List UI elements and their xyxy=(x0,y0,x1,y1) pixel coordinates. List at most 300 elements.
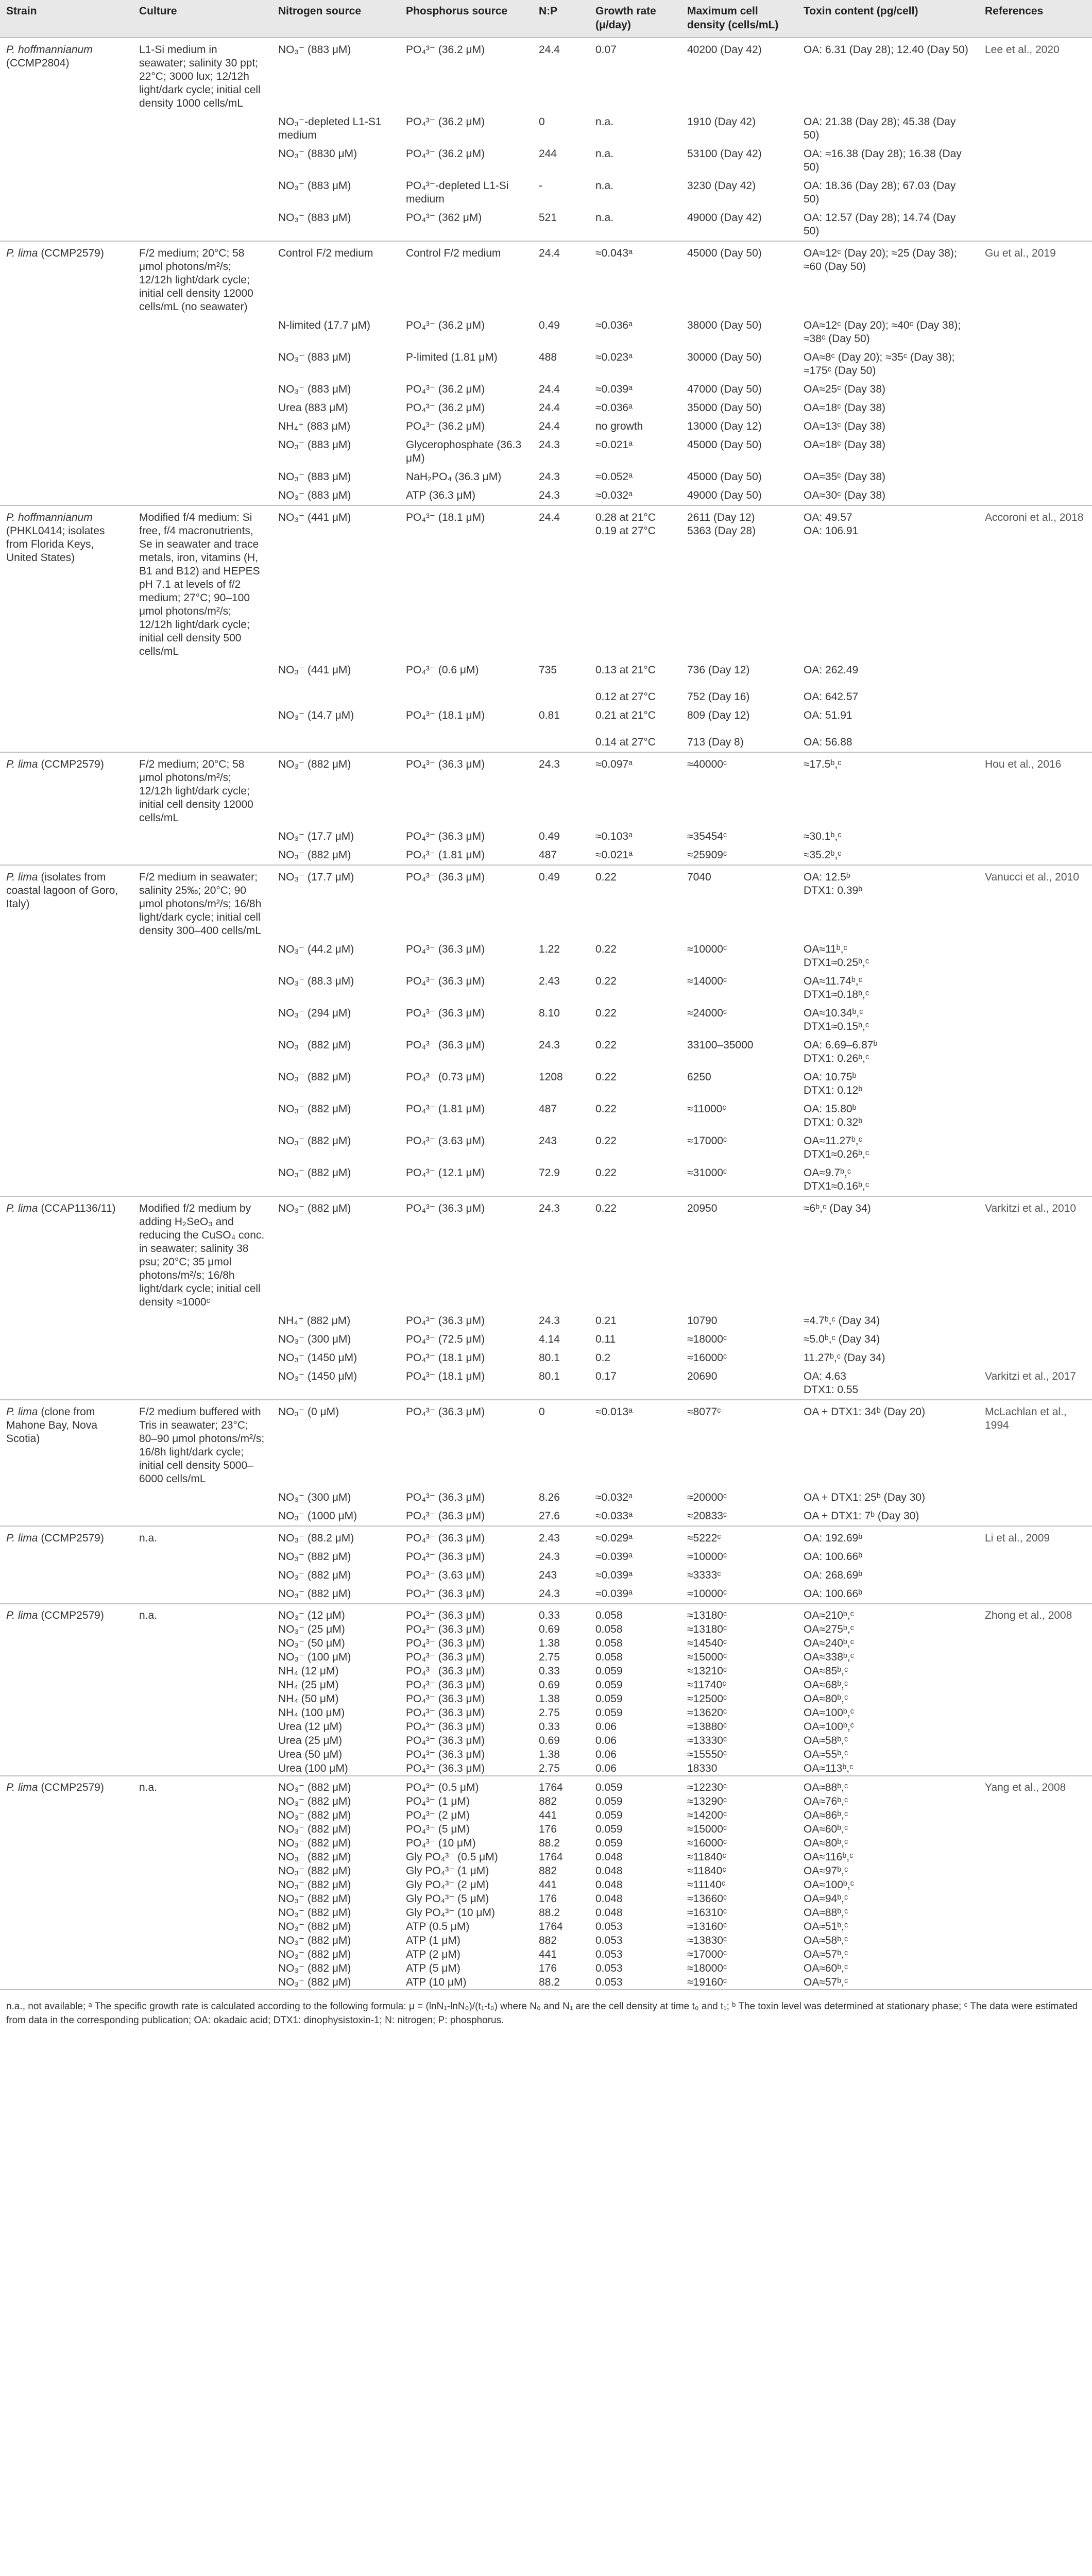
table-row xyxy=(0,1808,1092,1822)
culture-cell xyxy=(133,1349,272,1367)
table-row xyxy=(0,1312,1092,1330)
max-cell-density-cell: 35000 (Day 50) xyxy=(687,402,762,414)
phosphorus-source-cell: PO₄³⁻ (36.3 μM) xyxy=(406,1665,485,1677)
culture-cell xyxy=(133,1004,272,1036)
reference-cell xyxy=(979,940,1092,972)
np-ratio-cell: 441 xyxy=(539,1948,557,1960)
culture-cell xyxy=(133,1934,272,1947)
table-row xyxy=(0,399,1092,417)
nitrogen-source-cell: Urea (25 μM) xyxy=(278,1735,343,1747)
phosphorus-source-cell: PO₄³⁻ (36.3 μM) xyxy=(406,1749,485,1760)
strain-cell xyxy=(0,1934,133,1947)
growth-rate-cell: ≈0.029ᵃ xyxy=(589,1526,681,1548)
phosphorus-source-cell: PO₄³⁻ (36.3 μM) xyxy=(406,1039,485,1051)
toxin-content-cell: OA≈55ᵇ,ᶜ xyxy=(804,1749,848,1760)
growth-rate-cell: 0.059 xyxy=(595,1837,623,1849)
max-cell-density-cell: 30000 (Day 50) xyxy=(687,351,762,363)
toxin-content-cell: OA: 12.57 (Day 28); 14.74 (Day 50) xyxy=(804,212,959,237)
np-ratio-cell: 24.3 xyxy=(539,439,560,451)
strain-cell xyxy=(0,972,133,1004)
phosphorus-source-cell: PO₄³⁻ (36.3 μM) xyxy=(406,1007,485,1019)
growth-rate-cell: 0.059 xyxy=(595,1693,623,1705)
max-cell-density-cell: ≈8077ᶜ xyxy=(681,1400,797,1488)
reference-cell xyxy=(979,1864,1092,1878)
strain-cell xyxy=(0,1892,133,1906)
species-name: P. lima xyxy=(6,1609,38,1621)
nitrogen-source-cell: NO₃⁻ (883 μM) xyxy=(278,212,351,224)
nitrogen-source-cell: NO₃⁻ (882 μM) xyxy=(278,1795,351,1807)
phosphorus-source-cell: ATP (2 μM) xyxy=(406,1948,460,1960)
table-row xyxy=(0,1330,1092,1349)
culture-cell xyxy=(133,316,272,348)
max-cell-density-cell: ≈20000ᶜ xyxy=(687,1492,727,1503)
species-name: P. lima xyxy=(6,1202,38,1214)
culture-cell: Modified f/2 medium by adding H₂SeO₃ and reducing the CuSO₄ conc. in seawater; salinity 38 psu; 20°C; 35 μmol photons/m²/s; 16/8h light/dark cycle; initial cell density ≈1000ᶜ xyxy=(133,1196,272,1312)
toxin-content-cell: OA + DTX1: 34ᵇ (Day 20) xyxy=(797,1400,979,1488)
strain-cell xyxy=(0,1878,133,1892)
culture-cell: n.a. xyxy=(133,1604,272,1622)
np-ratio-cell: 24.4 xyxy=(539,383,560,395)
toxin-content-cell: OA≈210ᵇ,ᶜ xyxy=(797,1604,979,1622)
growth-rate-cell: ≈0.021ᵃ xyxy=(595,439,633,451)
table-body xyxy=(0,38,1092,1989)
phosphorus-source-cell: NaH₂PO₄ (36.3 μM) xyxy=(406,471,502,483)
table-row xyxy=(0,1761,1092,1776)
np-ratio-cell: 1.22 xyxy=(539,943,560,955)
nitrogen-source-cell: NO₃⁻ (882 μM) xyxy=(278,1879,351,1891)
toxin-content-cell: OA≈76ᵇ,ᶜ xyxy=(804,1795,848,1807)
nitrogen-source-cell: NO₃⁻ (14.7 μM) xyxy=(278,709,354,721)
table-row xyxy=(0,1164,1092,1196)
max-cell-density-cell: 40200 (Day 42) xyxy=(681,38,797,113)
growth-rate-cell: ≈0.043ᵃ xyxy=(589,241,681,316)
table-header xyxy=(0,0,1092,38)
nitrogen-source-cell: NO₃⁻ (882 μM) xyxy=(278,1039,351,1051)
culture-cell xyxy=(133,1566,272,1585)
phosphorus-source-cell: PO₄³⁻-depleted L1-Si medium xyxy=(406,180,512,205)
max-cell-density-cell: ≈16000ᶜ xyxy=(687,1352,727,1364)
phosphorus-source-cell: Glycerophosphate (36.3 μM) xyxy=(406,439,524,464)
np-ratio-cell: 1764 xyxy=(539,1851,563,1863)
toxin-content-cell: OA: 262.49 OA: 642.57 xyxy=(804,664,859,703)
toxin-content-cell: OA≈100ᵇ,ᶜ xyxy=(804,1707,855,1719)
strain-cell xyxy=(0,1822,133,1836)
table-row xyxy=(0,1906,1092,1920)
toxin-content-cell: OA≈116ᵇ,ᶜ xyxy=(804,1851,854,1863)
column-header: References xyxy=(979,0,1092,38)
nitrogen-source-cell: NH₄⁺ (882 μM) xyxy=(278,1315,351,1327)
max-cell-density-cell: 7040 xyxy=(681,865,797,940)
max-cell-density-cell: ≈11740ᶜ xyxy=(687,1679,726,1691)
growth-rate-cell: 0.053 xyxy=(595,1935,623,1946)
culture-cell xyxy=(133,380,272,399)
nitrogen-source-cell: NO₃⁻ (883 μM) xyxy=(278,489,351,501)
np-ratio-cell: - xyxy=(539,180,542,192)
max-cell-density-cell: 45000 (Day 50) xyxy=(687,471,762,483)
strain-cell: P. lima (CCMP2579) xyxy=(0,1526,133,1548)
strain-cell xyxy=(0,486,133,505)
culture-cell xyxy=(133,1961,272,1975)
growth-rate-cell: 0.058 xyxy=(595,1651,623,1663)
nitrogen-source-cell: NO₃⁻ (88.3 μM) xyxy=(278,975,354,987)
phosphorus-source-cell: PO₄³⁻ (36.3 μM) xyxy=(400,1526,533,1548)
phosphorus-source-cell: PO₄³⁻ (3.63 μM) xyxy=(406,1569,485,1581)
phosphorus-source-cell: PO₄³⁻ (36.3 μM) xyxy=(400,1196,533,1312)
np-ratio-cell: 24.4 xyxy=(539,420,560,432)
growth-rate-cell: n.a. xyxy=(595,180,614,192)
toxin-content-cell: OA≈11.27ᵇ,ᶜ DTX1≈0.26ᵇ,ᶜ xyxy=(804,1135,869,1160)
growth-rate-cell: 0.22 xyxy=(595,1135,617,1147)
toxin-content-cell: OA≈18ᶜ (Day 38) xyxy=(804,402,886,414)
toxin-content-cell: OA≈12ᶜ (Day 20); ≈25 (Day 38); ≈60 (Day 50) xyxy=(797,241,979,316)
growth-rate-cell: 0.059 xyxy=(595,1795,623,1807)
table-row xyxy=(0,706,1092,752)
phosphorus-source-cell: PO₄³⁻ (36.3 μM) xyxy=(400,865,533,940)
reference-cell xyxy=(979,1664,1092,1678)
strain-cell xyxy=(0,1330,133,1349)
growth-rate-cell: ≈0.036ᵃ xyxy=(595,319,633,331)
table-row xyxy=(0,486,1092,505)
np-ratio-cell: 0.69 xyxy=(539,1623,560,1635)
nitrogen-source-cell: Urea (100 μM) xyxy=(278,1762,348,1774)
nitrogen-source-cell: NO₃⁻ (300 μM) xyxy=(278,1492,351,1503)
np-ratio-cell: 1764 xyxy=(539,1921,563,1933)
toxin-content-cell: OA≈240ᵇ,ᶜ xyxy=(804,1637,855,1649)
reference-cell xyxy=(979,209,1092,241)
table-row xyxy=(0,1678,1092,1692)
max-cell-density-cell: ≈13330ᶜ xyxy=(687,1735,727,1747)
culture-cell xyxy=(133,1164,272,1196)
nitrogen-source-cell: NO₃⁻ (100 μM) xyxy=(278,1651,351,1663)
np-ratio-cell: 0.49 xyxy=(539,319,560,331)
toxin-content-cell: OA≈97ᵇ,ᶜ xyxy=(804,1865,848,1877)
nitrogen-source-cell: NO₃⁻ (882 μM) xyxy=(278,1103,351,1115)
np-ratio-cell: 24.3 xyxy=(539,1315,560,1327)
culture-cell xyxy=(133,1864,272,1878)
strain-cell: P. lima (CCMP2579) xyxy=(0,752,133,827)
reference-cell xyxy=(979,486,1092,505)
nitrogen-source-cell: NO₃⁻ (294 μM) xyxy=(278,1007,351,1019)
culture-cell xyxy=(133,1692,272,1706)
table-row xyxy=(0,1622,1092,1636)
strain-cell xyxy=(0,1692,133,1706)
table-row xyxy=(0,1068,1092,1100)
max-cell-density-cell: 809 (Day 12) 713 (Day 8) xyxy=(687,709,750,748)
table-row xyxy=(0,468,1092,486)
np-ratio-cell: 176 xyxy=(539,1893,557,1905)
strain-cell xyxy=(0,1004,133,1036)
strain-cell xyxy=(0,1720,133,1734)
np-ratio-cell: 2.43 xyxy=(539,975,560,987)
growth-rate-cell: 0.059 xyxy=(589,1776,681,1794)
table-row xyxy=(0,1836,1092,1850)
toxin-content-cell: ≈5.0ᵇ,ᶜ (Day 34) xyxy=(804,1333,880,1345)
table-row xyxy=(0,1636,1092,1650)
table-row xyxy=(0,505,1092,661)
toxin-content-cell: OA: 192.69ᵇ xyxy=(797,1526,979,1548)
reference-cell xyxy=(979,1961,1092,1975)
toxin-content-cell: OA≈35ᶜ (Day 38) xyxy=(804,471,886,483)
reference-cell xyxy=(979,1349,1092,1367)
toxin-content-cell: OA≈60ᵇ,ᶜ xyxy=(804,1823,848,1835)
culture-cell xyxy=(133,1507,272,1526)
strain-cell xyxy=(0,209,133,241)
strain-cell xyxy=(0,417,133,436)
growth-rate-cell: n.a. xyxy=(595,212,614,224)
growth-rate-cell: 0.22 xyxy=(595,1103,617,1115)
nitrogen-source-cell: NO₃⁻ (882 μM) xyxy=(278,1921,351,1933)
reference-cell xyxy=(979,348,1092,380)
np-ratio-cell: 24.3 xyxy=(533,752,589,827)
reference-cell xyxy=(979,1692,1092,1706)
reference-cell xyxy=(979,1892,1092,1906)
strain-cell xyxy=(0,1566,133,1585)
growth-rate-cell: ≈0.013ᵃ xyxy=(589,1400,681,1488)
toxin-content-cell: OA≈58ᵇ,ᶜ xyxy=(804,1735,848,1747)
growth-rate-cell: 0.22 xyxy=(595,1007,617,1019)
np-ratio-cell: 1.38 xyxy=(539,1693,560,1705)
max-cell-density-cell: ≈12500ᶜ xyxy=(687,1693,727,1705)
growth-rate-cell: 0.22 xyxy=(595,1167,617,1179)
reference-cell xyxy=(979,113,1092,145)
table-row xyxy=(0,1961,1092,1975)
reference-cell xyxy=(979,1822,1092,1836)
table-row xyxy=(0,1748,1092,1761)
nitrogen-source-cell: NO₃⁻ (882 μM) xyxy=(278,1569,351,1581)
phosphorus-source-cell: PO₄³⁻ (18.1 μM) xyxy=(406,1352,485,1364)
max-cell-density-cell: 20690 xyxy=(687,1370,718,1382)
culture-cell xyxy=(133,1892,272,1906)
phosphorus-source-cell: PO₄³⁻ (1.81 μM) xyxy=(406,1103,485,1115)
reference-cell xyxy=(979,1650,1092,1664)
culture-cell xyxy=(133,1761,272,1776)
nitrogen-source-cell: NO₃⁻ (882 μM) xyxy=(278,1837,351,1849)
nitrogen-source-cell: NH₄ (100 μM) xyxy=(278,1707,345,1719)
growth-rate-cell: ≈0.032ᵃ xyxy=(595,1492,633,1503)
toxin-content-cell: OA + DTX1: 25ᵇ (Day 30) xyxy=(804,1492,926,1503)
np-ratio-cell: 24.4 xyxy=(533,241,589,316)
toxin-content-cell: OA≈60ᵇ,ᶜ xyxy=(804,1962,848,1974)
growth-rate-cell: 0.28 at 21°C 0.19 at 27°C xyxy=(589,505,681,661)
strain-cell xyxy=(0,1748,133,1761)
table-row xyxy=(0,1794,1092,1808)
table-row xyxy=(0,1975,1092,1989)
growth-rate-cell: 0.059 xyxy=(595,1679,623,1691)
phosphorus-source-cell: PO₄³⁻ (36.3 μM) xyxy=(406,1762,485,1774)
phosphorus-source-cell: PO₄³⁻ (36.2 μM) xyxy=(406,402,485,414)
growth-rate-cell: ≈0.052ᵃ xyxy=(595,471,633,483)
np-ratio-cell: 0.33 xyxy=(539,1665,560,1677)
max-cell-density-cell: 33100–35000 xyxy=(687,1039,754,1051)
max-cell-density-cell: ≈13620ᶜ xyxy=(687,1707,727,1719)
toxin-content-cell: OA≈58ᵇ,ᶜ xyxy=(804,1935,848,1946)
column-header: Phosphorus source xyxy=(400,0,533,38)
nitrogen-source-cell: NO₃⁻ (882 μM) xyxy=(278,1551,351,1563)
growth-rate-cell: 0.058 xyxy=(595,1623,623,1635)
max-cell-density-cell: ≈15550ᶜ xyxy=(687,1749,727,1760)
nitrogen-source-cell: NO₃⁻ (883 μM) xyxy=(278,351,351,363)
table-row xyxy=(0,1604,1092,1622)
culture-cell xyxy=(133,972,272,1004)
strain-cell xyxy=(0,1036,133,1068)
nitrogen-source-cell: NO₃⁻ (882 μM) xyxy=(278,1167,351,1179)
table-row xyxy=(0,1934,1092,1947)
reference-cell xyxy=(979,1132,1092,1164)
table-row xyxy=(0,1920,1092,1934)
culture-cell xyxy=(133,1132,272,1164)
culture-cell: F/2 medium; 20°C; 58 μmol photons/m²/s; 12/12h light/dark cycle; initial cell density 12000 cells/mL xyxy=(133,752,272,827)
nitrogen-source-cell: NO₃⁻ (882 μM) xyxy=(278,1823,351,1835)
strain-cell: P. lima (clone from Mahone Bay, Nova Scotia) xyxy=(0,1400,133,1488)
toxin-content-cell: OA≈88ᵇ,ᶜ xyxy=(804,1907,848,1919)
phosphorus-source-cell: ATP (36.3 μM) xyxy=(406,489,476,501)
max-cell-density-cell: 2611 (Day 12) 5363 (Day 28) xyxy=(681,505,797,661)
max-cell-density-cell: ≈13290ᶜ xyxy=(687,1795,727,1807)
nitrogen-source-cell: Control F/2 medium xyxy=(272,241,400,316)
strain-cell: P. hoffmannianum (CCMP2804) xyxy=(0,38,133,113)
phosphorus-source-cell: PO₄³⁻ (0.5 μM) xyxy=(400,1776,533,1794)
reference-cell xyxy=(979,417,1092,436)
strain-cell xyxy=(0,827,133,846)
nitrogen-source-cell: NO₃⁻ (882 μM) xyxy=(272,1196,400,1312)
reference-cell xyxy=(979,1548,1092,1566)
growth-rate-cell: 0.22 xyxy=(589,865,681,940)
table-row xyxy=(0,1100,1092,1132)
strain-cell xyxy=(0,348,133,380)
toxin-content-cell: ≈4.7ᵇ,ᶜ (Day 34) xyxy=(804,1315,880,1327)
strain-cell: P. lima (CCMP2579) xyxy=(0,241,133,316)
table-row xyxy=(0,1507,1092,1526)
max-cell-density-cell: ≈19160ᶜ xyxy=(687,1976,727,1988)
reference-cell xyxy=(979,1636,1092,1650)
strain-cell xyxy=(0,1367,133,1400)
table-row xyxy=(0,865,1092,940)
toxin-content-cell: OA≈94ᵇ,ᶜ xyxy=(804,1893,848,1905)
reference-cell: Lee et al., 2020 xyxy=(979,38,1092,113)
nitrogen-source-cell: NO₃⁻ (300 μM) xyxy=(278,1333,351,1345)
toxin-content-cell: OA≈11.74ᵇ,ᶜ DTX1≈0.18ᵇ,ᶜ xyxy=(804,975,869,1001)
nitrogen-source-cell: NO₃⁻ (882 μM) xyxy=(272,1776,400,1794)
nitrogen-source-cell: NH₄⁺ (883 μM) xyxy=(278,420,351,432)
np-ratio-cell: 24.3 xyxy=(539,1039,560,1051)
toxin-content-cell: ≈17.5ᵇ,ᶜ xyxy=(797,752,979,827)
growth-rate-cell: 0.058 xyxy=(595,1637,623,1649)
phosphorus-source-cell: PO₄³⁻ (36.3 μM) xyxy=(406,831,485,842)
reference-cell xyxy=(979,1507,1092,1526)
max-cell-density-cell: 18330 xyxy=(687,1762,718,1774)
nitrogen-source-cell: NO₃⁻-depleted L1-S1 medium xyxy=(278,116,385,141)
culture-cell: F/2 medium buffered with Tris in seawater; 23°C; 80–90 μmol photons/m²/s; 16/8h light/dark cycle; initial cell density 5000–6000 cells/mL xyxy=(133,1400,272,1488)
max-cell-density-cell: 47000 (Day 50) xyxy=(687,383,762,395)
table-row xyxy=(0,380,1092,399)
growth-rate-cell: ≈0.021ᵃ xyxy=(595,849,633,861)
phosphorus-source-cell: Gly PO₄³⁻ (1 μM) xyxy=(406,1865,489,1877)
np-ratio-cell: 24.3 xyxy=(539,489,560,501)
culture-cell xyxy=(133,1367,272,1400)
max-cell-density-cell: ≈13180ᶜ xyxy=(687,1623,727,1635)
max-cell-density-cell: ≈11140ᶜ xyxy=(687,1879,726,1891)
table-row xyxy=(0,1367,1092,1400)
phosphorus-source-cell: PO₄³⁻ (72.5 μM) xyxy=(406,1333,485,1345)
toxin-content-cell: 11.27ᵇ,ᶜ (Day 34) xyxy=(804,1352,885,1364)
growth-rate-cell: 0.053 xyxy=(595,1921,623,1933)
culture-cell xyxy=(133,1548,272,1566)
reference-cell xyxy=(979,1734,1092,1748)
reference-cell xyxy=(979,1036,1092,1068)
max-cell-density-cell: ≈13180ᶜ xyxy=(681,1604,797,1622)
phosphorus-source-cell: PO₄³⁻ (0.6 μM) xyxy=(406,664,479,676)
toxin-content-cell: OA≈275ᵇ,ᶜ xyxy=(804,1623,855,1635)
strain-cell: P. lima (CCMP2579) xyxy=(0,1604,133,1622)
reference-cell xyxy=(979,1761,1092,1776)
np-ratio-cell: 80.1 xyxy=(539,1370,560,1382)
toxin-content-cell: OA≈51ᵇ,ᶜ xyxy=(804,1921,848,1933)
growth-rate-cell: 0.2 xyxy=(595,1352,611,1364)
table-row xyxy=(0,145,1092,177)
growth-rate-cell: 0.059 xyxy=(595,1823,623,1835)
nitrogen-source-cell: NO₃⁻ (8830 μM) xyxy=(278,148,357,160)
culture-cell xyxy=(133,348,272,380)
culture-cell xyxy=(133,1330,272,1349)
phosphorus-source-cell: PO₄³⁻ (36.3 μM) xyxy=(406,1510,485,1522)
table-row xyxy=(0,827,1092,846)
growth-rate-cell: ≈0.036ᵃ xyxy=(595,402,633,414)
nitrogen-source-cell: Urea (12 μM) xyxy=(278,1721,343,1733)
reference-cell xyxy=(979,1975,1092,1989)
np-ratio-cell: 441 xyxy=(539,1879,557,1891)
growth-rate-cell: 0.048 xyxy=(595,1907,623,1919)
growth-rate-cell: 0.22 xyxy=(595,943,617,955)
nitrogen-source-cell: NO₃⁻ (882 μM) xyxy=(278,1935,351,1946)
strain-cell xyxy=(0,380,133,399)
toxin-content-cell: OA≈86ᵇ,ᶜ xyxy=(804,1809,848,1821)
reference-cell xyxy=(979,972,1092,1004)
reference-cell: Gu et al., 2019 xyxy=(979,241,1092,316)
nitrogen-source-cell: NO₃⁻ (882 μM) xyxy=(278,849,351,861)
culture-cell: L1-Si medium in seawater; salinity 30 ppt; 22°C; 3000 lux; 12/12h light/dark cycle; initial cell density 1000 cells/mL xyxy=(133,38,272,113)
strain-cell xyxy=(0,1548,133,1566)
toxin-content-cell: OA: ≈16.38 (Day 28); 16.38 (Day 50) xyxy=(804,148,965,173)
culture-cell xyxy=(133,1822,272,1836)
table-row xyxy=(0,1734,1092,1748)
growth-rate-cell: ≈0.039ᵃ xyxy=(595,383,633,395)
table-row xyxy=(0,1196,1092,1312)
strain-cell xyxy=(0,1585,133,1604)
reference-cell: Vanucci et al., 2010 xyxy=(979,865,1092,940)
nitrogen-source-cell: NO₃⁻ (883 μM) xyxy=(278,383,351,395)
table-row xyxy=(0,1850,1092,1864)
nitrogen-source-cell: NH₄ (50 μM) xyxy=(278,1693,339,1705)
toxin-content-cell: OA≈57ᵇ,ᶜ xyxy=(804,1948,848,1960)
reference-cell: Zhong et al., 2008 xyxy=(979,1604,1092,1622)
culture-cell xyxy=(133,1488,272,1507)
toxin-content-cell: OA: 268.69ᵇ xyxy=(804,1569,863,1581)
culture-cell xyxy=(133,417,272,436)
growth-rate-cell: 0.059 xyxy=(595,1809,623,1821)
nitrogen-source-cell: NO₃⁻ (883 μM) xyxy=(278,180,351,192)
phosphorus-source-cell: PO₄³⁻ (18.1 μM) xyxy=(406,709,485,721)
culture-cell xyxy=(133,486,272,505)
culture-cell xyxy=(133,1636,272,1650)
np-ratio-cell: 24.4 xyxy=(533,38,589,113)
growth-rate-cell: 0.22 xyxy=(595,1071,617,1083)
toxin-content-cell: OA: 12.5ᵇ DTX1: 0.39ᵇ xyxy=(797,865,979,940)
max-cell-density-cell: ≈24000ᶜ xyxy=(687,1007,727,1019)
growth-rate-cell: 0.06 xyxy=(595,1762,617,1774)
column-header: Maximum cell density (cells/mL) xyxy=(681,0,797,38)
culture-cell xyxy=(133,661,272,706)
nitrogen-source-cell: NO₃⁻ (882 μM) xyxy=(278,1962,351,1974)
